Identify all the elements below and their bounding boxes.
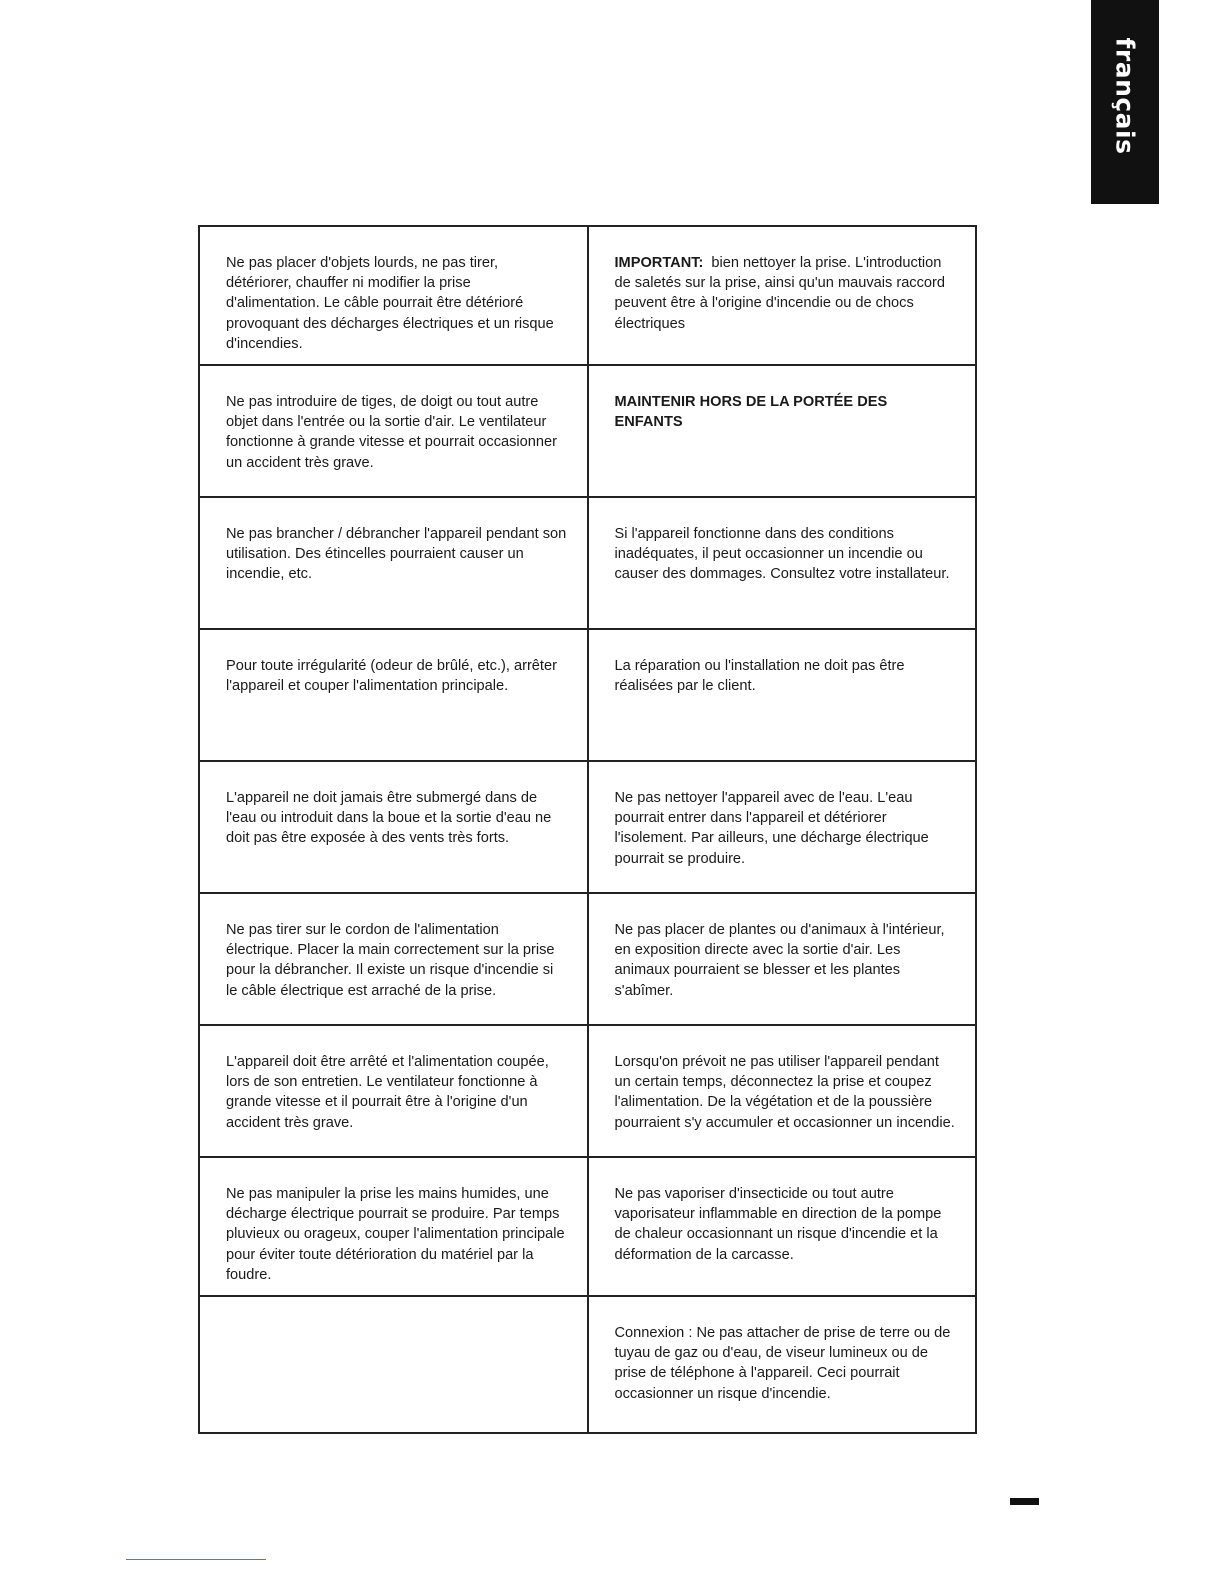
warning-cell: [199, 226, 588, 365]
table-row: [199, 1025, 976, 1157]
warning-cell: [588, 365, 977, 497]
page-marker: [1010, 1498, 1039, 1505]
warning-cell: [199, 365, 588, 497]
children-warning-heading: MAINTENIR HORS DE LA PORTÉE DES ENFANTS: [614, 394, 888, 431]
warning-cell: [199, 1025, 588, 1157]
warning-text: Connexion : Ne pas attacher de prise de terre ou de tuyau de gaz ou d'eau, de viseur lumineux ou de prise de téléphone à l'appareil. Ceci pourrait occasionner un risque d'incendie.: [614, 1325, 951, 1402]
warning-cell: [199, 893, 588, 1025]
table-row: [199, 365, 976, 497]
warning-cell: [588, 1157, 977, 1296]
warning-cell: [199, 497, 588, 629]
warning-text: Ne pas vaporiser d'insecticide ou tout autre vaporisateur inflammable en direction de la pompe de chaleur occasionnant un risque d'incendie et la déformation de la carcasse.: [614, 1186, 942, 1263]
warning-cell: [588, 1296, 977, 1433]
warning-text: L'appareil doit être arrêté et l'alimentation coupée, lors de son entretien. Le ventilateur fonctionne à grande vitesse et il pourrait être à l'origine d'un accident très grave.: [226, 1054, 549, 1131]
table-row: [199, 761, 976, 893]
warning-text: Ne pas brancher / débrancher l'appareil pendant son utilisation. Des étincelles pourraient causer un incendie, etc.: [226, 526, 567, 583]
table-row: [199, 893, 976, 1025]
warning-cell: [588, 893, 977, 1025]
warning-cell: [588, 497, 977, 629]
table-row: [199, 226, 976, 365]
warning-cell: [588, 761, 977, 893]
warning-text: bien nettoyer la prise. L'introduction de saletés sur la prise, ainsi qu'un mauvais raccord peuvent être à l'origine d'incendie ou de chocs électriques: [614, 255, 945, 332]
table-row: [199, 1157, 976, 1296]
table-row: [199, 1296, 976, 1433]
warning-text: Ne pas placer de plantes ou d'animaux à l'intérieur, en exposition directe avec la sortie d'air. Les animaux pourraient se blesser et les plantes s'abîmer.: [614, 922, 945, 999]
warning-cell: [588, 226, 977, 365]
warning-text: L'appareil ne doit jamais être submergé dans de l'eau ou introduit dans la boue et la sortie d'eau ne doit pas être exposée à des vents très forts.: [226, 790, 552, 847]
empty-cell: [199, 1296, 588, 1433]
language-tab: [1091, 0, 1159, 204]
warning-cell: [199, 629, 588, 761]
warning-text: Lorsqu'on prévoit ne pas utiliser l'appareil pendant un certain temps, déconnectez la prise et coupez l'alimentation. De la végétation et de la poussière pourraient s'y accumuler et occasionner un incendie.: [614, 1054, 955, 1131]
warning-text: Pour toute irrégularité (odeur de brûlé, etc.), arrêter l'appareil et couper l'alimentation principale.: [226, 658, 557, 695]
warning-text: Si l'appareil fonctionne dans des conditions inadéquates, il peut occasionner un incendie ou causer des dommages. Consultez votre installateur.: [614, 526, 950, 583]
table-row: [199, 497, 976, 629]
warning-cell: [199, 1157, 588, 1296]
warning-cell: [588, 629, 977, 761]
warning-text: Ne pas manipuler la prise les mains humides, une décharge électrique pourrait se produire. Par temps pluvieux ou orageux, couper l'alimentation principale pour éviter toute détérioration du matériel par la foudre.: [226, 1186, 565, 1283]
warning-text: Ne pas tirer sur le cordon de l'alimentation électrique. Placer la main correctement sur la prise pour la débrancher. Il existe un risque d'incendie si le câble électrique est arraché de la prise.: [226, 922, 555, 999]
warning-text: Ne pas nettoyer l'appareil avec de l'eau. L'eau pourrait entrer dans l'appareil et détériorer l'isolement. Par ailleurs, une décharge électrique pourrait se produire.: [614, 790, 929, 867]
warning-text: La réparation ou l'installation ne doit pas être réalisées par le client.: [614, 658, 905, 695]
important-label: IMPORTANT:: [614, 255, 704, 271]
warning-cell: [199, 761, 588, 893]
language-tab-label: français: [1110, 37, 1140, 155]
warning-text: Ne pas placer d'objets lourds, ne pas tirer, détériorer, chauffer ni modifier la prise d'alimentation. Le câble pourrait être détérioré provoquant des décharges électriques et un risque d'incendies.: [226, 255, 554, 352]
warning-cell: [588, 1025, 977, 1157]
warning-text: Ne pas introduire de tiges, de doigt ou tout autre objet dans l'entrée ou la sortie d'air. Le ventilateur fonctionne à grande vitesse et pourrait occasionner un accident très grave.: [226, 394, 557, 471]
footer-divider: [126, 1559, 266, 1560]
table-row: [199, 629, 976, 761]
safety-warnings-table: [198, 225, 977, 1434]
